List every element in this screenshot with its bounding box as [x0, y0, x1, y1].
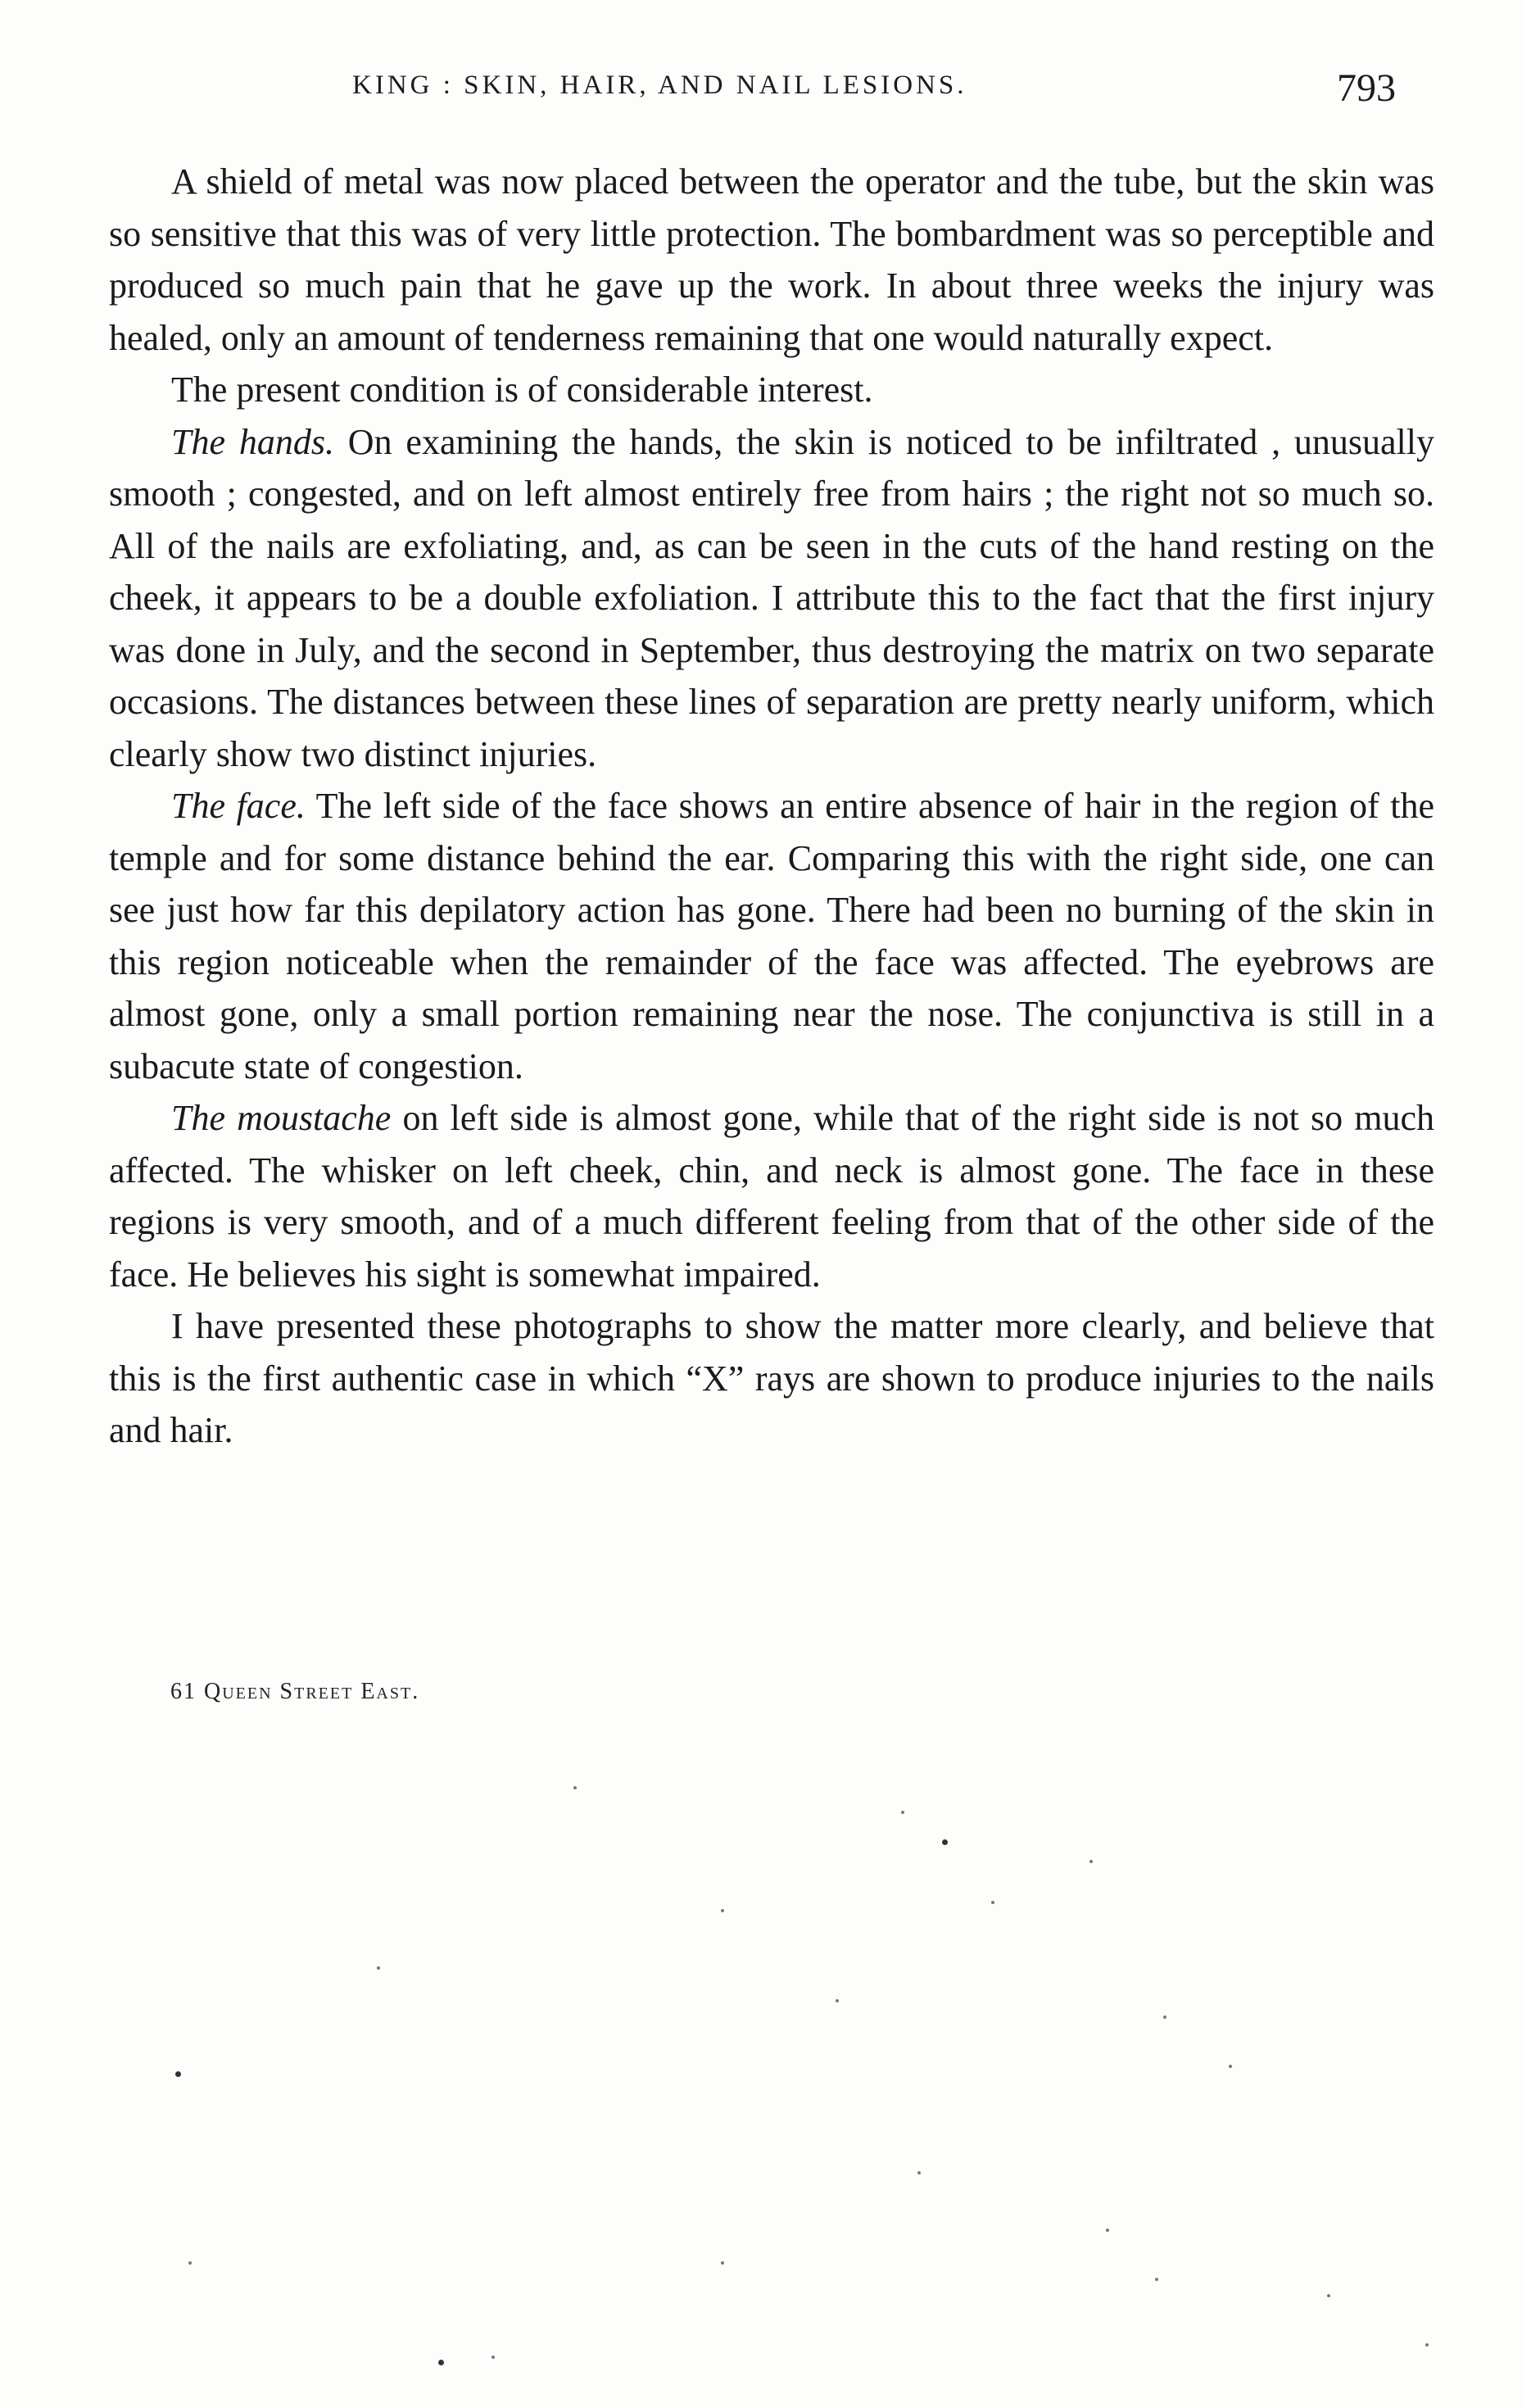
paragraph-text: The present condition is of considerable interest.	[171, 370, 873, 410]
paragraph-text: The left side of the face shows an entire absence of hair in the region of the temple and for some distance behind the ear. Comparing this with the right side, one can see just how far this depilatory action has gone. There had been no burning of the skin in this region noticeable when the remainder of the face was affected. The eyebrows are almost gone, only a small portion remaining near the nose. The conjunctiva is still in a subacute state of congestion.	[109, 786, 1434, 1086]
page-number: 793	[1337, 66, 1396, 110]
paragraph-text: on left side is almost gone, while that of the right side is not so much affected. The whisker on left cheek, chin, and neck is almost gone. The face in these regions is very smooth, and of a much different feeling from that of the other side of the face. He believes his sight is somewhat impaired.	[109, 1098, 1435, 1295]
section-lead-hands: The hands.	[171, 421, 334, 462]
paragraph-face	[109, 780, 1434, 1092]
section-lead-face: The face.	[171, 786, 306, 826]
paragraph-present-condition	[109, 364, 1434, 416]
paragraph-hands	[109, 416, 1434, 781]
author-address: 61 Queen Street East.	[170, 1679, 420, 1704]
paragraph-text: I have presented these photographs to show the matter more clearly, and believe that this is the first authentic case in which “X” rays are shown to produce injuries to the nails and hair.	[109, 1306, 1434, 1450]
article-body	[109, 156, 1434, 1457]
section-lead-moustache: The moustache	[171, 1098, 392, 1138]
paragraph-moustache	[109, 1092, 1434, 1300]
paragraph-text: On examining the hands, the skin is noticed to be infiltrated , unusually smooth ; congested, and on left almost entirely free from hairs ; the right not so much so. All of the nails are exfoliating, and, as can be seen in the cuts of the hand resting on the cheek, it appears to be a double exfoliation. I attribute this to the fact that the first injury was done in July, and the second in September, thus destroying the matrix on two separate occasions. The distances between these lines of separation are pretty nearly uniform, which clearly show two distinct injuries.	[109, 421, 1435, 774]
paragraph-shield	[109, 156, 1434, 364]
paragraph-text: A shield of metal was now placed between the operator and the tube, but the skin was so sensitive that this was of very little protection. The bombardment was so perceptible and produced so much pain that he gave up the work. In about three weeks the injury was healed, only an amount of tenderness remaining that one would naturally expect.	[109, 161, 1434, 358]
paragraph-conclusion	[109, 1300, 1434, 1457]
running-title: KING : SKIN, HAIR, AND NAIL LESIONS.	[352, 70, 967, 100]
